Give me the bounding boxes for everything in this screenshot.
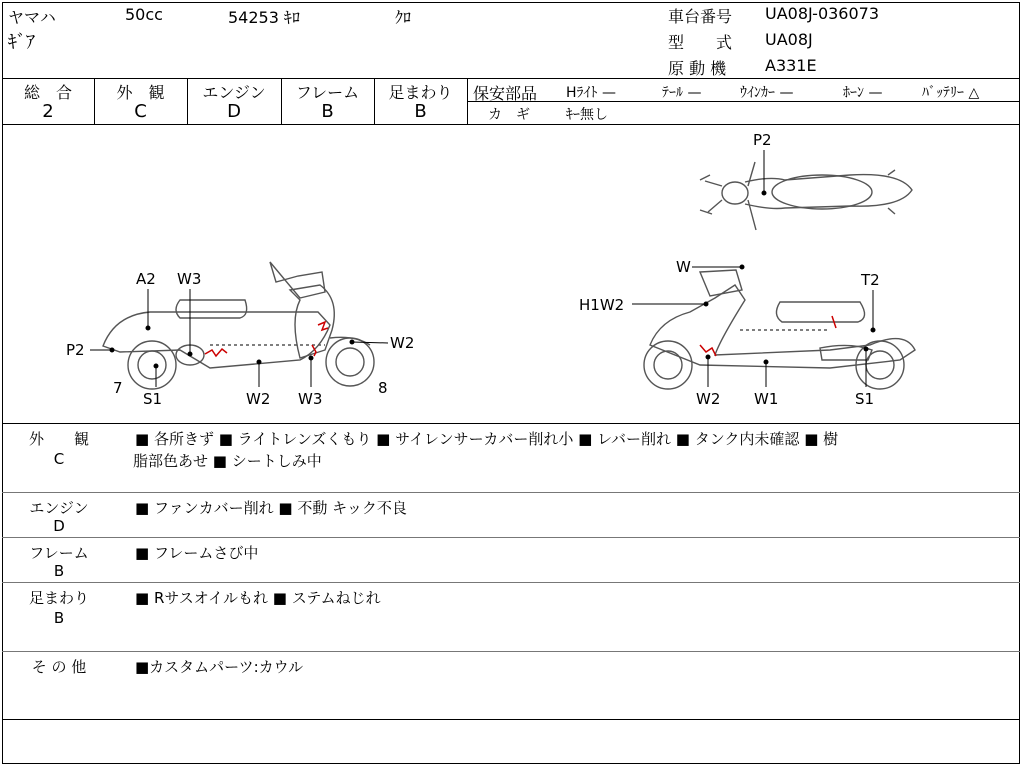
label-s1-right: S1 — [855, 390, 875, 408]
note-other-label: そ の 他 — [31, 658, 87, 676]
mileage-text: 54253 ｷﾛ — [228, 8, 300, 27]
model-name-text: ｷﾞｱ — [8, 32, 35, 53]
engine-label: エンジン — [202, 83, 266, 102]
note-suspension-label: 足まわり — [28, 589, 89, 607]
label-w: W — [676, 258, 691, 276]
label-p2-left: P2 — [66, 341, 85, 359]
label-w2-right-view: W2 — [696, 390, 721, 408]
label-t2: T2 — [861, 271, 880, 289]
note-engine-label: エンジン — [29, 499, 89, 517]
safety-item-headlight: Hﾗｲﾄ — — [566, 85, 616, 101]
label-eight: 8 — [378, 379, 388, 397]
label-a2: A2 — [136, 270, 156, 288]
label-w3-bottom: W3 — [298, 390, 323, 408]
note-exterior-grade: C — [53, 450, 65, 468]
note-other-text: ■カスタムパーツ:カウル — [135, 658, 304, 676]
notes-bottom-border — [2, 719, 1020, 720]
suspension-label: 足まわり — [388, 83, 453, 102]
notes-divider — [2, 582, 1020, 583]
label-p2-top: P2 — [753, 131, 772, 149]
engine-model-label: 原 動 機 — [668, 59, 727, 78]
overall-grade: 2 — [42, 101, 54, 122]
grade-table-top-border — [2, 78, 1020, 79]
note-exterior-text-line1: ■ 各所きず ■ ライトレンズくもり ■ サイレンサーカバー削れ小 ■ レバー削れ ■ タンク内未確認 ■ 樹 — [135, 430, 839, 448]
label-s1-left: S1 — [143, 390, 163, 408]
maker-text: ヤマハ — [8, 8, 56, 27]
color-text: ｸﾛ — [395, 8, 412, 27]
grade-col-divider — [467, 78, 468, 124]
chassis-label: 車台番号 — [668, 7, 733, 26]
leader-lines — [0, 124, 1024, 424]
note-engine-text: ■ ファンカバー削れ ■ 不動 キック不良 — [135, 499, 407, 517]
overall-label: 総 合 — [23, 83, 72, 102]
type-label: 型 式 — [668, 33, 733, 52]
engine-grade: D — [227, 101, 241, 122]
note-frame-label: フレーム — [29, 544, 89, 562]
safety-item-horn: ﾎｰﾝ — — [843, 85, 883, 101]
frame-grade: B — [321, 101, 334, 122]
notes-divider — [2, 537, 1020, 538]
frame-label: フレーム — [295, 83, 360, 102]
exterior-grade: C — [134, 101, 147, 122]
key-value: ｷｰ無し — [566, 107, 608, 123]
note-suspension-grade: B — [53, 609, 65, 627]
engine-model-value: A331E — [765, 56, 817, 75]
notes-divider — [2, 651, 1020, 652]
type-value: UA08J — [765, 30, 813, 49]
note-suspension-text: ■ Rサスオイルもれ ■ ステムねじれ — [135, 589, 381, 607]
label-h1w2: H1W2 — [579, 296, 625, 314]
note-exterior-text-line2: 脂部色あせ ■ シートしみ中 — [133, 452, 322, 470]
label-w3-top: W3 — [177, 270, 202, 288]
exterior-label: 外 観 — [116, 83, 165, 102]
label-w2-bottom-left: W2 — [246, 390, 271, 408]
note-frame-text: ■ フレームさび中 — [135, 544, 259, 562]
label-seven: 7 — [113, 379, 123, 397]
chassis-value: UA08J-036073 — [765, 4, 880, 23]
displacement-text: 50cc — [125, 5, 163, 24]
suspension-grade: B — [414, 101, 427, 122]
label-w2-right: W2 — [390, 334, 415, 352]
note-engine-grade: D — [53, 517, 65, 535]
safety-item-battery: ﾊﾞｯﾃﾘｰ △ — [922, 85, 980, 101]
note-frame-grade: B — [53, 562, 65, 580]
note-exterior-label: 外 観 — [28, 430, 89, 448]
notes-divider — [2, 492, 1020, 493]
safety-label: 保安部品 — [473, 84, 538, 103]
safety-item-tail: ﾃｰﾙ — — [662, 85, 702, 101]
safety-item-winker: ｳｲﾝｶｰ — — [740, 85, 794, 101]
label-w1: W1 — [754, 390, 779, 408]
key-label: カ ギ — [488, 107, 530, 123]
